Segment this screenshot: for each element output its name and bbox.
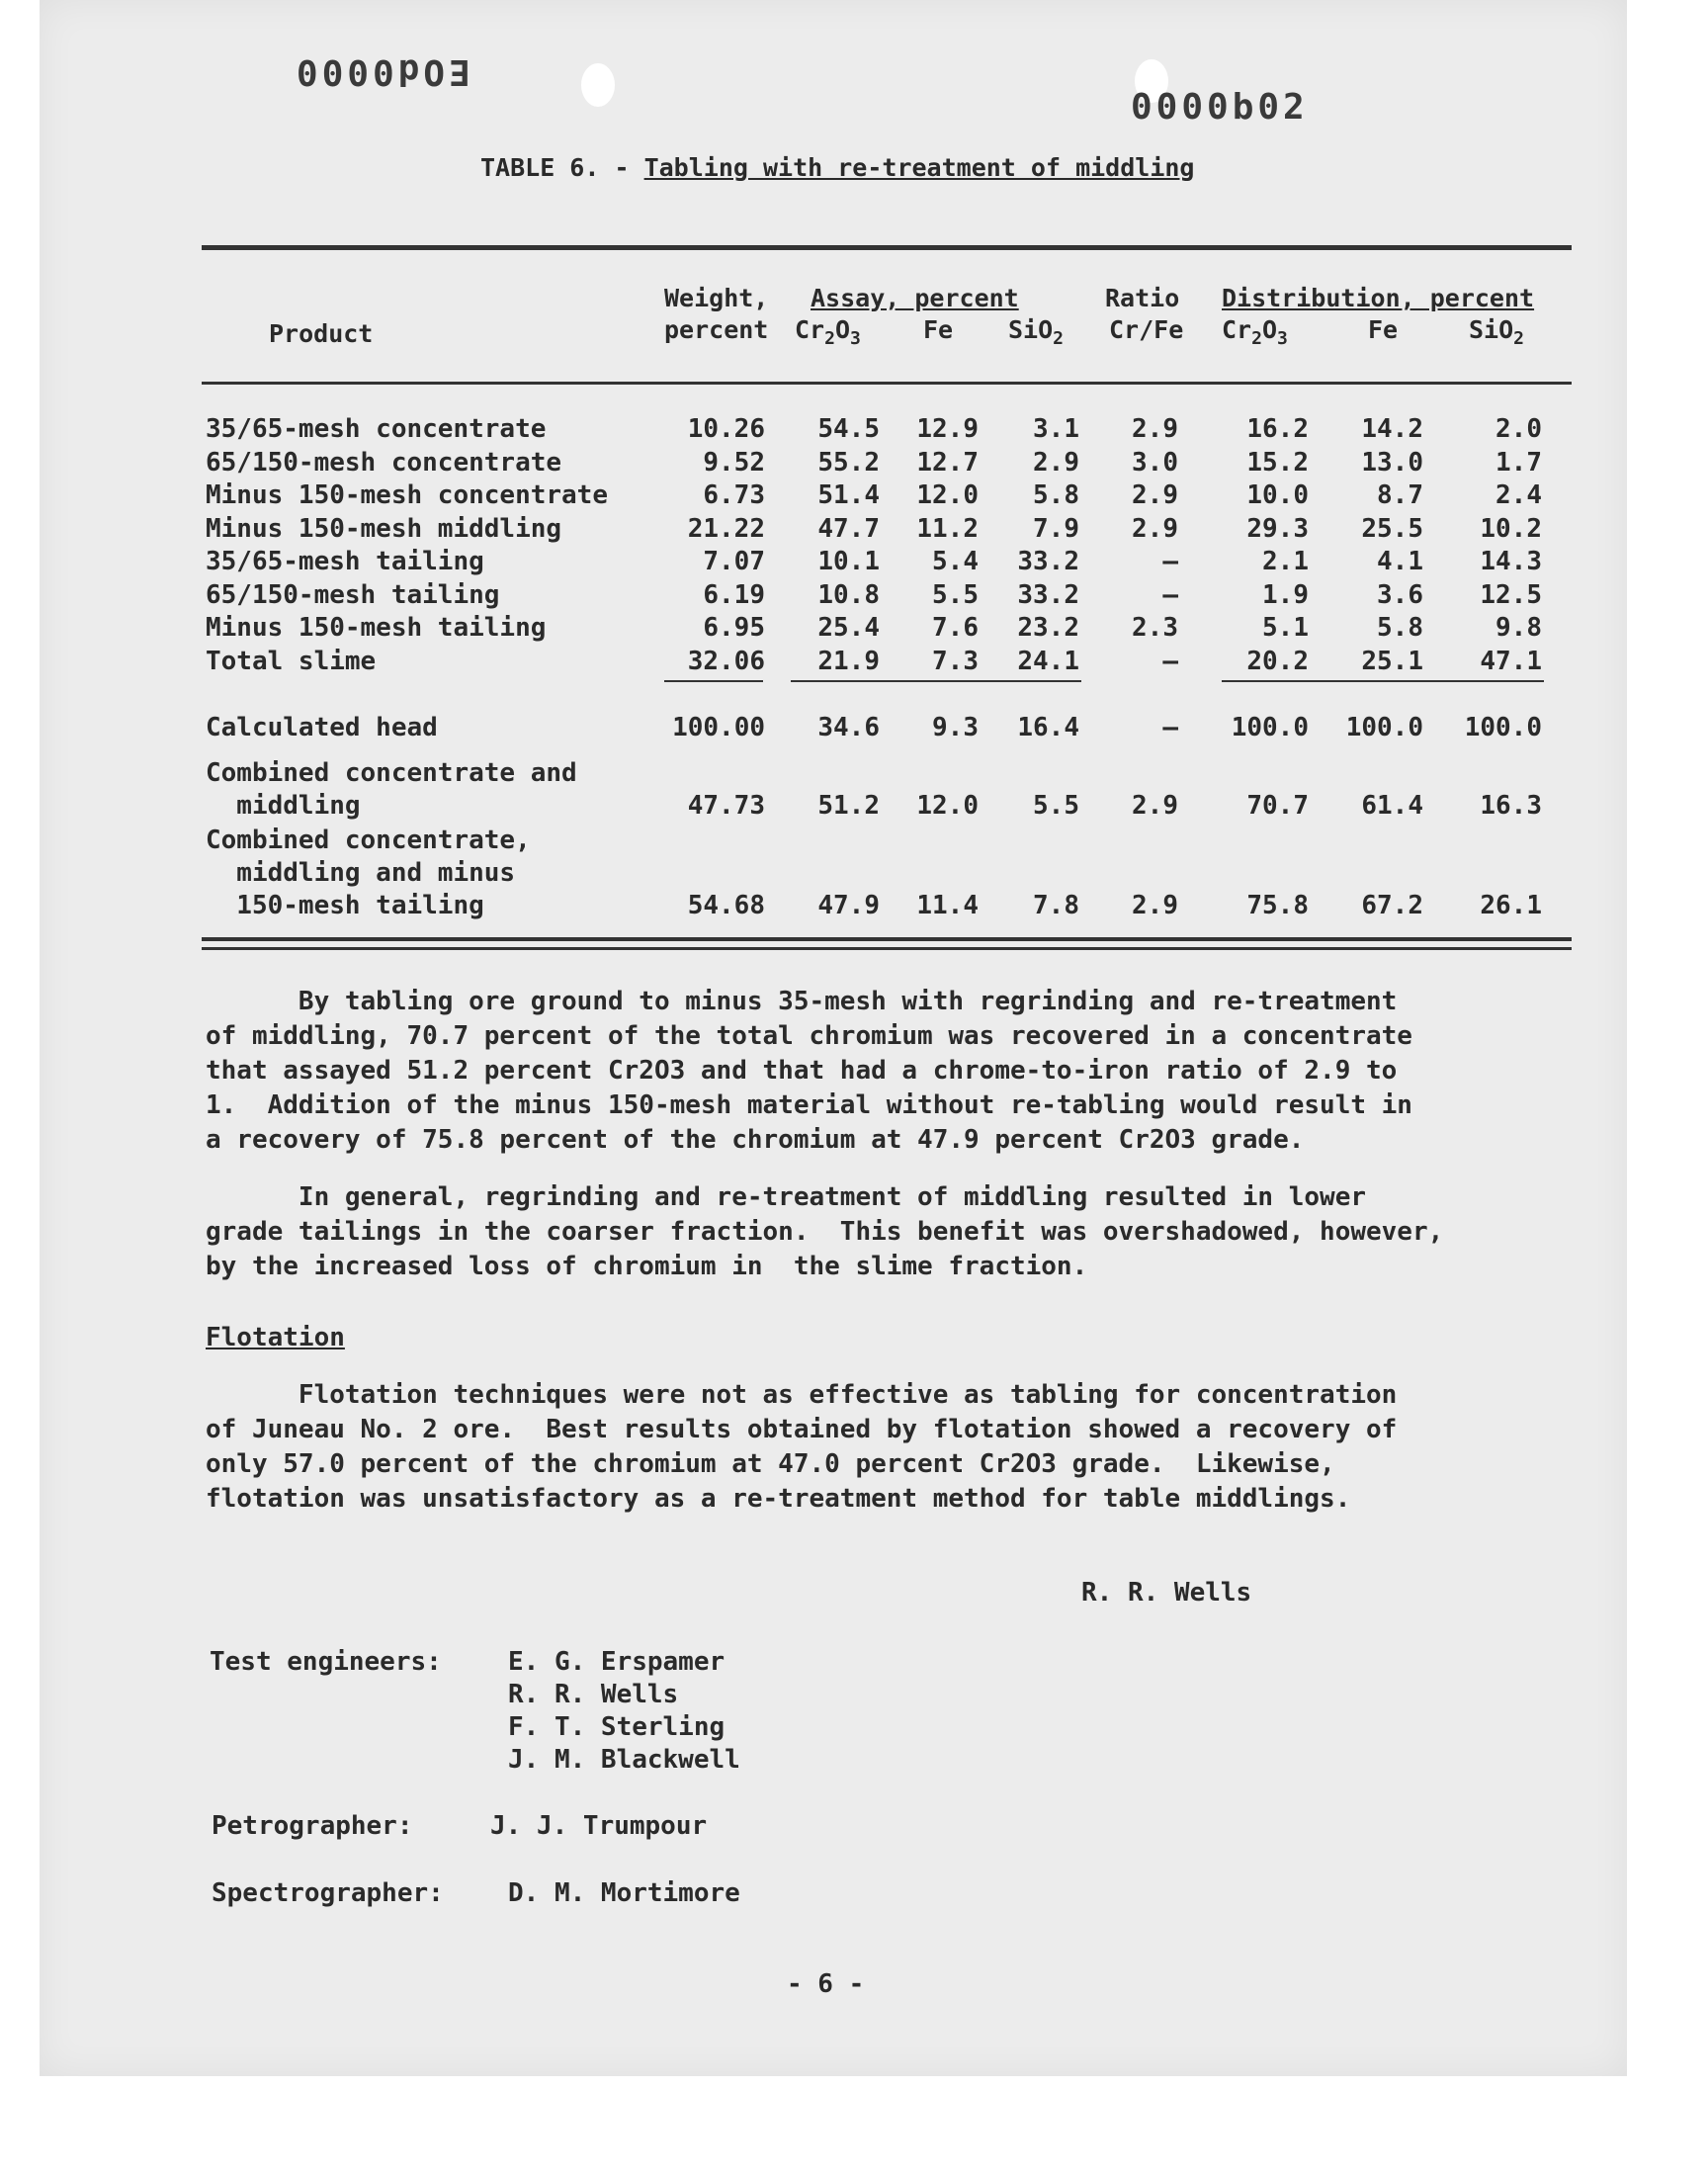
dist-fe-cell: 3.6: [1377, 579, 1423, 610]
weight-cell: 6.19: [703, 579, 765, 610]
weight-cell: 6.95: [703, 613, 765, 643]
header-dist-fe: Fe: [1368, 315, 1399, 344]
dist-sio2-cell: 2.4: [1495, 480, 1542, 510]
test-engineer-name: J. M. Blackwell: [508, 1745, 740, 1775]
header-dist-group: Distribution, percent: [1222, 284, 1535, 312]
assay-cr2o3-cell: 55.2: [817, 447, 880, 478]
test-engineer-name: E. G. Erspamer: [508, 1647, 726, 1677]
assay-fe-cell: 11.2: [916, 513, 979, 544]
dist-fe-cell: 8.7: [1377, 480, 1423, 510]
assay-cr2o3-cell: 51.4: [817, 480, 880, 510]
dist-fe-cell: 13.0: [1361, 447, 1423, 478]
dist-cr2o3-cell: 20.2: [1246, 646, 1309, 676]
assay-cr2o3-cell: 47.9: [817, 891, 880, 920]
test-engineer-name: R. R. Wells: [508, 1680, 679, 1709]
dist-underline: [1222, 680, 1544, 682]
weight-cell: 9.52: [703, 447, 765, 478]
assay-fe-cell: 11.4: [916, 891, 979, 920]
dist-cr2o3-cell: 100.0: [1231, 713, 1309, 742]
assay-fe-cell: 12.0: [916, 791, 979, 821]
dist-fe-cell: 14.2: [1361, 414, 1423, 444]
signature: R. R. Wells: [1081, 1578, 1252, 1608]
spectrographer-name: D. M. Mortimore: [508, 1878, 740, 1908]
assay-underline: [791, 680, 1081, 682]
assay-cr2o3-cell: 51.2: [817, 791, 880, 821]
header-assay-cr2o3: [795, 314, 861, 355]
dist-cr2o3-cell: 75.8: [1246, 891, 1309, 920]
summary-row-product-line: Combined concentrate and: [206, 758, 577, 788]
table-top-rule: [202, 245, 1572, 250]
header-ratio-top: Ratio: [1105, 284, 1180, 312]
assay-fe-cell: 7.6: [932, 613, 979, 643]
assay-cr2o3-cell: 21.9: [817, 646, 880, 676]
document-stamp-top-left: EOd0000: [293, 51, 470, 92]
summary-row-product-line: Combined concentrate,: [206, 826, 531, 855]
table-row-product: Minus 150-mesh middling: [206, 513, 562, 544]
assay-fe-cell: 12.9: [916, 414, 979, 444]
weight-cell: 54.68: [687, 891, 765, 920]
ratio-cell: 2.9: [1132, 414, 1178, 444]
assay-sio2-cell: 5.5: [1033, 791, 1079, 821]
assay-sio2-cell: 7.8: [1033, 891, 1079, 920]
dist-fe-cell: 67.2: [1361, 891, 1423, 920]
assay-sio2-cell: 5.8: [1033, 480, 1079, 510]
ratio-cell: 2.9: [1132, 480, 1178, 510]
assay-cr2o3-cell: 47.7: [817, 513, 880, 544]
dist-cr2o3-cell: 16.2: [1246, 414, 1309, 444]
paragraph-regrinding: [206, 1180, 1589, 1284]
paragraph-line: of middling, 70.7 percent of the total chromium was recovered in a concentrate: [206, 1021, 1412, 1051]
dist-sio2-cell: 47.1: [1480, 646, 1542, 676]
d-o-sub: 3: [1277, 328, 1288, 349]
sio-text: SiO: [1008, 315, 1054, 344]
assay-sio2-cell: 3.1: [1033, 414, 1079, 444]
dist-fe-cell: 100.0: [1345, 713, 1423, 742]
dist-sio2-cell: 2.0: [1495, 414, 1542, 444]
weight-cell: 6.73: [703, 480, 765, 510]
paragraph-line: only 57.0 percent of the chromium at 47.0 percent Cr2O3 grade. Likewise,: [206, 1449, 1335, 1479]
assay-fe-cell: 5.5: [932, 579, 979, 610]
assay-sio2-cell: 33.2: [1017, 579, 1079, 610]
table-bottom-rule-2: [202, 947, 1572, 950]
summary-row-product-line: 150-mesh tailing: [206, 891, 484, 920]
sio-sub: 2: [1053, 328, 1064, 349]
section-heading-flotation: Flotation: [206, 1323, 345, 1352]
dist-sio2-cell: 9.8: [1495, 613, 1542, 643]
weight-cell: 47.73: [687, 791, 765, 821]
header-assay-group: Assay, percent: [811, 284, 1019, 312]
header-assay-fe: Fe: [923, 315, 954, 344]
weight-cell: 32.06: [687, 646, 765, 676]
assay-sio2-cell: 2.9: [1033, 447, 1079, 478]
spectrographer-label: Spectrographer:: [212, 1878, 444, 1908]
header-weight-top: Weight,: [664, 284, 769, 312]
header-ratio-bottom: Cr/Fe: [1109, 315, 1184, 344]
paragraph-line: By tabling ore ground to minus 35-mesh with regrinding and re-treatment: [206, 987, 1398, 1016]
table-title: [480, 153, 1194, 182]
table-bottom-rule-1: [202, 937, 1572, 941]
o-text: O: [834, 315, 851, 344]
summary-row-product-line: Calculated head: [206, 713, 438, 742]
dist-sio2-cell: 1.7: [1495, 447, 1542, 478]
dist-sio2-cell: 12.5: [1480, 579, 1542, 610]
assay-fe-cell: 12.0: [916, 480, 979, 510]
ratio-cell: —: [1162, 579, 1178, 610]
dist-sio2-cell: 10.2: [1480, 513, 1542, 544]
ratio-cell: —: [1162, 547, 1178, 576]
table-row-product: Minus 150-mesh concentrate: [206, 480, 608, 510]
ratio-cell: —: [1162, 713, 1178, 742]
header-dist-sio2: [1469, 314, 1524, 355]
assay-sio2-cell: 16.4: [1017, 713, 1079, 742]
d-cr-sub: 2: [1251, 328, 1262, 349]
punch-hole-left: [581, 63, 615, 107]
dist-sio2-cell: 100.0: [1464, 713, 1542, 742]
dist-fe-cell: 61.4: [1361, 791, 1423, 821]
table-row-product: Total slime: [206, 646, 377, 676]
paragraph-line: flotation was unsatisfactory as a re-treatment method for table middlings.: [206, 1484, 1351, 1514]
paragraph-line: a recovery of 75.8 percent of the chromium at 47.9 percent Cr2O3 grade.: [206, 1125, 1305, 1155]
assay-fe-cell: 7.3: [932, 646, 979, 676]
dist-cr2o3-cell: 29.3: [1246, 513, 1309, 544]
dist-fe-cell: 5.8: [1377, 613, 1423, 643]
assay-cr2o3-cell: 10.1: [817, 547, 880, 576]
assay-cr2o3-cell: 54.5: [817, 414, 880, 444]
table-row-product: 35/65-mesh tailing: [206, 547, 484, 576]
d-sio-sub: 2: [1513, 328, 1524, 349]
header-weight-bottom: percent: [664, 315, 769, 344]
weight-cell: 10.26: [687, 414, 765, 444]
assay-cr2o3-cell: 10.8: [817, 579, 880, 610]
dist-fe-cell: 4.1: [1377, 547, 1423, 576]
petrographer-name: J. J. Trumpour: [490, 1811, 708, 1841]
paragraph-line: of Juneau No. 2 ore. Best results obtained by flotation showed a recovery of: [206, 1415, 1398, 1444]
paragraph-tabling-summary: [206, 985, 1589, 1158]
table-row-product: 65/150-mesh tailing: [206, 579, 500, 610]
ratio-cell: 2.3: [1132, 613, 1178, 643]
paragraph-line: In general, regrinding and re-treatment of middling resulted in lower: [206, 1182, 1366, 1212]
summary-row-product-line: middling: [206, 791, 361, 821]
page-number: - 6 -: [787, 1969, 865, 1999]
ratio-cell: 3.0: [1132, 447, 1178, 478]
o-sub: 3: [850, 328, 861, 349]
document-stamp-top-right: 0000b02: [1131, 87, 1309, 128]
header-assay-sio2: [1008, 314, 1064, 355]
cr-sub: 2: [824, 328, 835, 349]
dist-sio2-cell: 14.3: [1480, 547, 1542, 576]
table-title-prefix: TABLE 6. -: [480, 153, 644, 182]
table-row-product: 35/65-mesh concentrate: [206, 414, 547, 444]
table-row-product: Minus 150-mesh tailing: [206, 613, 547, 643]
weight-cell: 21.22: [687, 513, 765, 544]
ratio-cell: 2.9: [1132, 791, 1178, 821]
test-engineers-label: Test engineers:: [210, 1647, 442, 1677]
assay-sio2-cell: 23.2: [1017, 613, 1079, 643]
table-title-main: Tabling with re-treatment of middling: [643, 153, 1195, 182]
paragraph-line: that assayed 51.2 percent Cr2O3 and that had a chrome-to-iron ratio of 2.9 to: [206, 1056, 1398, 1086]
summary-row-product-line: middling and minus: [206, 858, 516, 888]
header-bottom-rule: [202, 382, 1572, 385]
dist-cr2o3-cell: 15.2: [1246, 447, 1309, 478]
test-engineer-name: F. T. Sterling: [508, 1712, 726, 1742]
dist-fe-cell: 25.5: [1361, 513, 1423, 544]
assay-sio2-cell: 7.9: [1033, 513, 1079, 544]
paragraph-flotation: [206, 1378, 1589, 1517]
ratio-cell: 2.9: [1132, 513, 1178, 544]
assay-fe-cell: 12.7: [916, 447, 979, 478]
d-sio-text: SiO: [1469, 315, 1514, 344]
dist-sio2-cell: 26.1: [1480, 891, 1542, 920]
header-product: Product: [269, 319, 374, 348]
paragraph-line: 1. Addition of the minus 150-mesh material without re-tabling would result in: [206, 1090, 1412, 1120]
assay-sio2-cell: 24.1: [1017, 646, 1079, 676]
dist-cr2o3-cell: 1.9: [1262, 579, 1309, 610]
header-dist-cr2o3: [1222, 314, 1288, 355]
weight-underline: [664, 680, 763, 682]
paragraph-line: by the increased loss of chromium in the slime fraction.: [206, 1252, 1088, 1281]
table-row-product: 65/150-mesh concentrate: [206, 447, 562, 478]
d-cr-text: Cr: [1222, 315, 1252, 344]
ratio-cell: —: [1162, 646, 1178, 676]
paragraph-line: grade tailings in the coarser fraction. This benefit was overshadowed, however,: [206, 1217, 1444, 1247]
dist-cr2o3-cell: 70.7: [1246, 791, 1309, 821]
ratio-cell: 2.9: [1132, 891, 1178, 920]
dist-sio2-cell: 16.3: [1480, 791, 1542, 821]
dist-cr2o3-cell: 10.0: [1246, 480, 1309, 510]
weight-cell: 100.00: [672, 713, 765, 742]
assay-fe-cell: 5.4: [932, 547, 979, 576]
d-o-text: O: [1261, 315, 1278, 344]
dist-fe-cell: 25.1: [1361, 646, 1423, 676]
assay-sio2-cell: 33.2: [1017, 547, 1079, 576]
assay-cr2o3-cell: 25.4: [817, 613, 880, 643]
paragraph-line: Flotation techniques were not as effective as tabling for concentration: [206, 1380, 1398, 1410]
assay-fe-cell: 9.3: [932, 713, 979, 742]
petrographer-label: Petrographer:: [212, 1811, 413, 1841]
assay-cr2o3-cell: 34.6: [817, 713, 880, 742]
cr-text: Cr: [795, 315, 825, 344]
weight-cell: 7.07: [703, 547, 765, 576]
dist-cr2o3-cell: 2.1: [1262, 547, 1309, 576]
dist-cr2o3-cell: 5.1: [1262, 613, 1309, 643]
